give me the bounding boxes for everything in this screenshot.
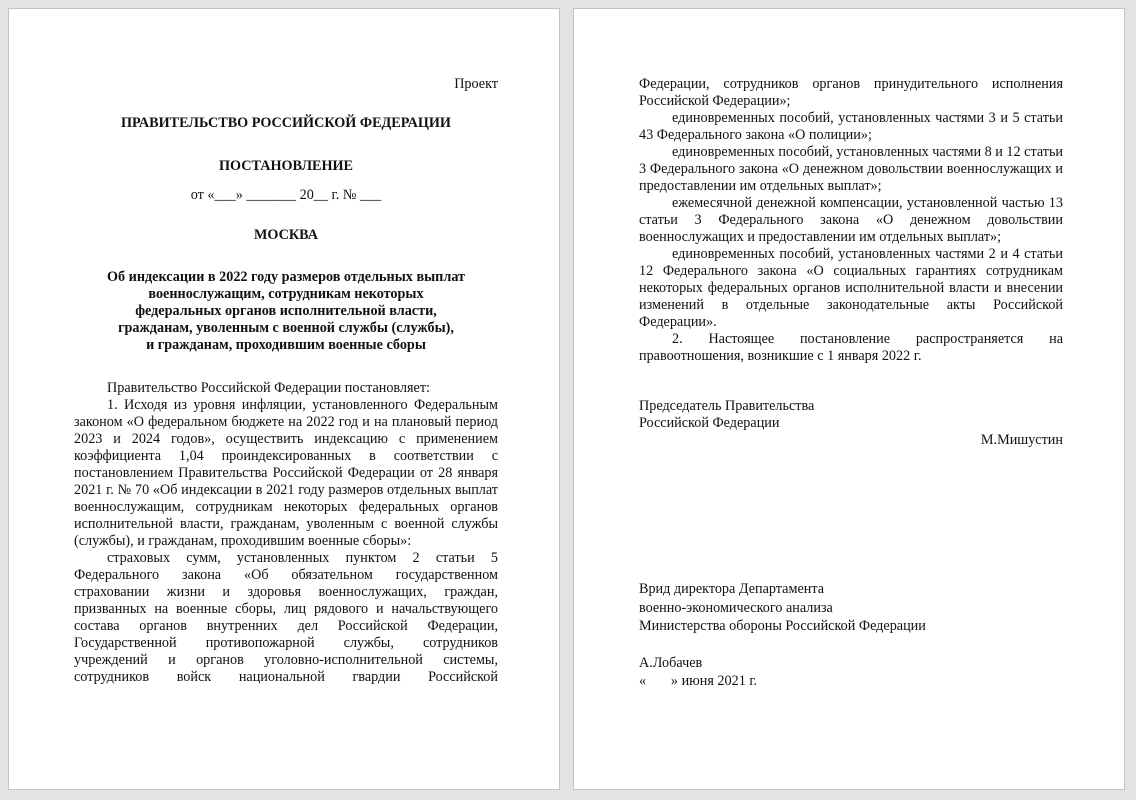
paragraph-insurance: страховых сумм, установленных пунктом 2 статьи 5 Федерального закона «Об обязательном государственном страховании жизни и здоровья военнослужащих, граждан, призванных на военные сборы, лиц рядового и начальствующего состава органов внутренних дел Российской Федерации, Государственной противопожарной службы, сотрудников учреждений и органов уголовно-исполнительной системы, сотрудников войск национальной гвардии Российской [74, 550, 498, 685]
page-1-content [74, 76, 498, 686]
approval-block [639, 580, 1063, 691]
list-item: единовременных пособий, установленных частями 8 и 12 статьи 3 Федерального закона «О денежном довольствии военнослужащих и предоставлении им отдельных выплат»; [639, 144, 1064, 194]
title-line: и гражданам, проходившим военные сборы [146, 337, 426, 353]
paragraph-2: 2. Настоящее постановление распространяется на правоотношения, возникшие с 1 января 2022 г. [639, 331, 1063, 364]
approver-title: Врид директора Департамента [639, 581, 825, 597]
approver-title: Министерства обороны Российской Федерации [639, 618, 926, 634]
page-2-content [639, 76, 1063, 691]
document-title [74, 269, 498, 354]
document-page-1 [8, 8, 560, 790]
document-type: ПОСТАНОВЛЕНИЕ [218, 158, 354, 174]
date-line: от «___» _______ 20__ г. № ___ [190, 187, 382, 203]
approver-name: А.Лобачев [639, 654, 703, 671]
draft-mark: Проект [454, 76, 498, 92]
continuation-text: Федерации, сотрудников органов принудительного исполнения Российской Федерации»; [639, 76, 1063, 109]
signatory-title: Председатель Правительства [639, 398, 815, 414]
document-page-2 [573, 8, 1125, 790]
approver-date: « » июня 2021 г. [639, 673, 758, 689]
government-heading: ПРАВИТЕЛЬСТВО РОССИЙСКОЙ ФЕДЕРАЦИИ [121, 115, 451, 131]
list-item: ежемесячной денежной компенсации, установленной частью 13 статьи 3 Федерального закона «О денежном довольствии военнослужащих и предоставлении им отдельных выплат»; [639, 195, 1063, 245]
approver-title: военно-экономического анализа [639, 599, 833, 616]
signatory-name: М.Мишустин [980, 432, 1063, 448]
signatory-title: Российской Федерации [639, 415, 780, 431]
title-line: военнослужащим, сотрудникам некоторых [148, 286, 424, 302]
title-line: федеральных органов исполнительной власти, [135, 303, 437, 319]
title-line: Об индексации в 2022 году размеров отдельных выплат [106, 269, 466, 285]
title-line: гражданам, уволенным с военной службы (службы), [118, 320, 454, 336]
city: МОСКВА [254, 227, 318, 243]
paragraph-1: 1. Исходя из уровня инфляции, установленного Федеральным законом «О федеральном бюджете на 2022 год и на плановый период 2023 и 2024 годов», осуществить индексацию с применением коэффициента 1,04 проиндексированных в соответствии с постановлением Правительства Российской Федерации от 28 января 2021 г. № 70 «Об индексации в 2021 году размеров отдельных выплат военнослужащим, сотрудникам некоторых федеральных органов исполнительной власти, гражданам, уволенным с военной службы (службы), и гражданам, проходившим военные сборы»: [74, 397, 498, 549]
preamble: Правительство Российской Федерации постановляет: [107, 380, 430, 396]
list-item: единовременных пособий, установленных частями 3 и 5 статьи 43 Федерального закона «О полиции»; [639, 110, 1063, 143]
signature-block [639, 398, 1063, 449]
list-item: единовременных пособий, установленных частями 2 и 4 статьи 12 Федерального закона «О социальных гарантиях сотрудникам некоторых федеральных органов исполнительной власти и внесении изменений в отдельные законодательные акты Российской Федерации». [639, 246, 1063, 330]
